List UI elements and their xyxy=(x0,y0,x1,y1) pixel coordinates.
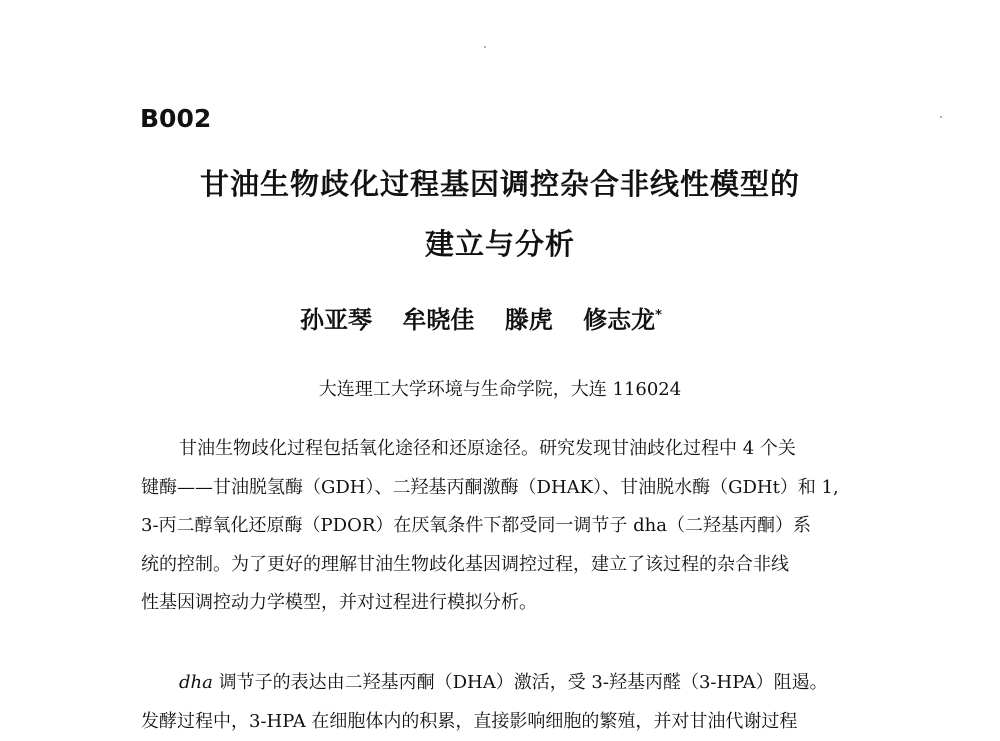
paragraph-line: 统的控制。为了更好的理解甘油生物歧化基因调控过程，建立了该过程的杂合非线 xyxy=(141,553,789,575)
paragraph-line: 发酵过程中，3-HPA 在细胞体内的积累，直接影响细胞的繁殖，并对甘油代谢过程 xyxy=(141,710,798,732)
paragraph-line: 甘油生物歧化过程包括氧化途径和还原途径。研究发现甘油歧化过程中 4 个关 xyxy=(179,438,796,459)
author-name: 修志龙 xyxy=(583,306,656,334)
abstract-paragraph-2 xyxy=(141,664,885,741)
abstract-paragraph-1 xyxy=(141,430,885,623)
paragraph-line: 性基因调控动力学模型，并对过程进行模拟分析。 xyxy=(141,592,537,613)
author-name: 滕虎 xyxy=(504,306,553,334)
author-name-corresponding xyxy=(583,306,662,334)
affiliation: 大连理工大学环境与生命学院，大连 116024 xyxy=(318,379,682,400)
paragraph-line: 键酶——甘油脱氢酶（GDH）、二羟基丙酮激酶（DHAK）、甘油脱水酶（GDHt）和 1, xyxy=(141,476,839,498)
paragraph-line xyxy=(141,664,885,703)
paragraph-line: 3-丙二醇氧化还原酶（PDOR）在厌氧条件下都受同一调节子 dha（二羟基丙酮）系 xyxy=(141,515,811,536)
paper-title-line-1: 甘油生物歧化过程基因调控杂合非线性模型的 xyxy=(199,167,800,201)
paper-title-line-2: 建立与分析 xyxy=(424,227,575,261)
gene-name-italic: dha xyxy=(179,672,213,693)
author-name: 牟晓佳 xyxy=(402,306,475,334)
paragraph-text: 调节子的表达由二羟基丙酮（DHA）激活，受 3-羟基丙醛（3-HPA）阻遏。 xyxy=(212,672,828,693)
paper-code: B002 xyxy=(140,104,212,133)
author-name: 孙亚琴 xyxy=(300,306,372,334)
scan-speck xyxy=(484,46,486,48)
corresponding-author-mark: * xyxy=(655,308,662,323)
scan-speck xyxy=(940,116,942,118)
author-list xyxy=(300,300,740,335)
